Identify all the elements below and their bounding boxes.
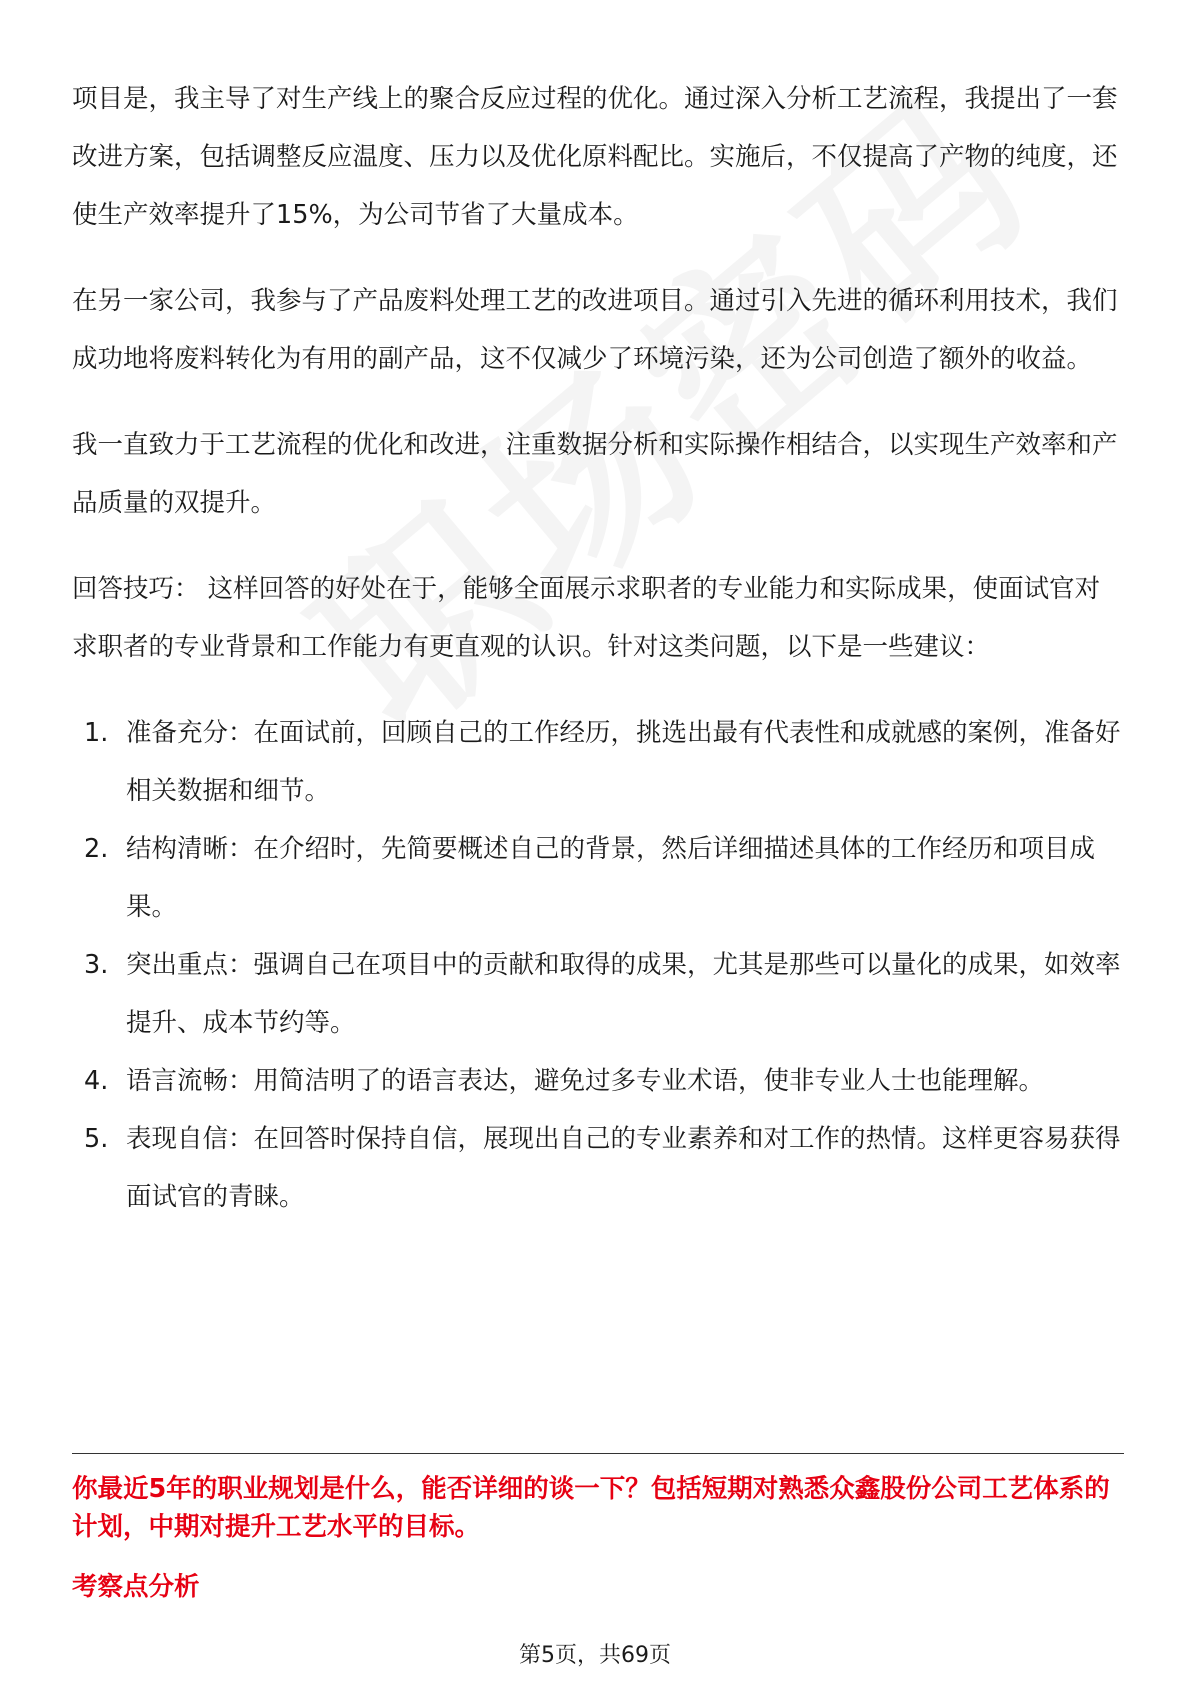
list-item-text: 语言流畅：用简洁明了的语言表达，避免过多专业术语，使非专业人士也能理解。 xyxy=(126,1066,1045,1096)
paragraph-summary: 我一直致力于工艺流程的优化和改进，注重数据分析和实际操作相结合，以实现生产效率和产品质量的双提升。 xyxy=(72,430,1118,518)
list-item-text: 准备充分：在面试前，回顾自己的工作经历，挑选出最有代表性和成就感的案例，准备好相关数据和细节。 xyxy=(126,718,1121,806)
page-footer: 第5页，共69页 xyxy=(519,1643,671,1668)
list-item xyxy=(72,936,1122,1052)
paragraph-answer-tips: 回答技巧： 这样回答的好处在于，能够全面展示求职者的专业能力和实际成果，使面试官对求职者的专业背景和工作能力有更直观的认识。针对这类问题，以下是一些建议： xyxy=(72,574,1101,662)
list-item-number: 5. xyxy=(84,1124,109,1154)
list-item-text: 表现自信：在回答时保持自信，展现出自己的专业素养和对工作的热情。这样更容易获得面试官的青睐。 xyxy=(126,1124,1121,1212)
paragraph-project-optimization: 项目是，我主导了对生产线上的聚合反应过程的优化。通过深入分析工艺流程，我提出了一套改进方案，包括调整反应温度、压力以及优化原料配比。实施后，不仅提高了产物的纯度，还使生产效率提升了15%，为公司节省了大量成本。 xyxy=(72,84,1118,230)
list-item-number: 4. xyxy=(84,1066,109,1096)
paragraph-waste-processing: 在另一家公司，我参与了产品废料处理工艺的改进项目。通过引入先进的循环利用技术，我们成功地将废料转化为有用的副产品，这不仅减少了环境污染，还为公司创造了额外的收益。 xyxy=(72,286,1118,374)
list-item-text: 突出重点：强调自己在项目中的贡献和取得的成果，尤其是那些可以量化的成果，如效率提升、成本节约等。 xyxy=(126,950,1121,1038)
section-title: 考察点分析 xyxy=(72,1572,200,1602)
list-item xyxy=(72,704,1122,820)
document-body xyxy=(72,70,1122,1226)
section-divider xyxy=(72,1453,1124,1454)
list-item-number: 2. xyxy=(84,834,109,864)
list-item xyxy=(72,1052,1122,1110)
list-item-number: 3. xyxy=(84,950,109,980)
list-item xyxy=(72,1110,1122,1226)
tips-list xyxy=(72,704,1122,1226)
list-item xyxy=(72,820,1122,936)
list-item-text: 结构清晰：在介绍时，先简要概述自己的背景，然后详细描述具体的工作经历和项目成果。 xyxy=(126,834,1096,922)
interview-question: 你最近5年的职业规划是什么，能否详细的谈一下？包括短期对熟悉众鑫股份公司工艺体系的计划，中期对提升工艺水平的目标。 xyxy=(72,1474,1110,1542)
list-item-number: 1. xyxy=(84,718,109,748)
